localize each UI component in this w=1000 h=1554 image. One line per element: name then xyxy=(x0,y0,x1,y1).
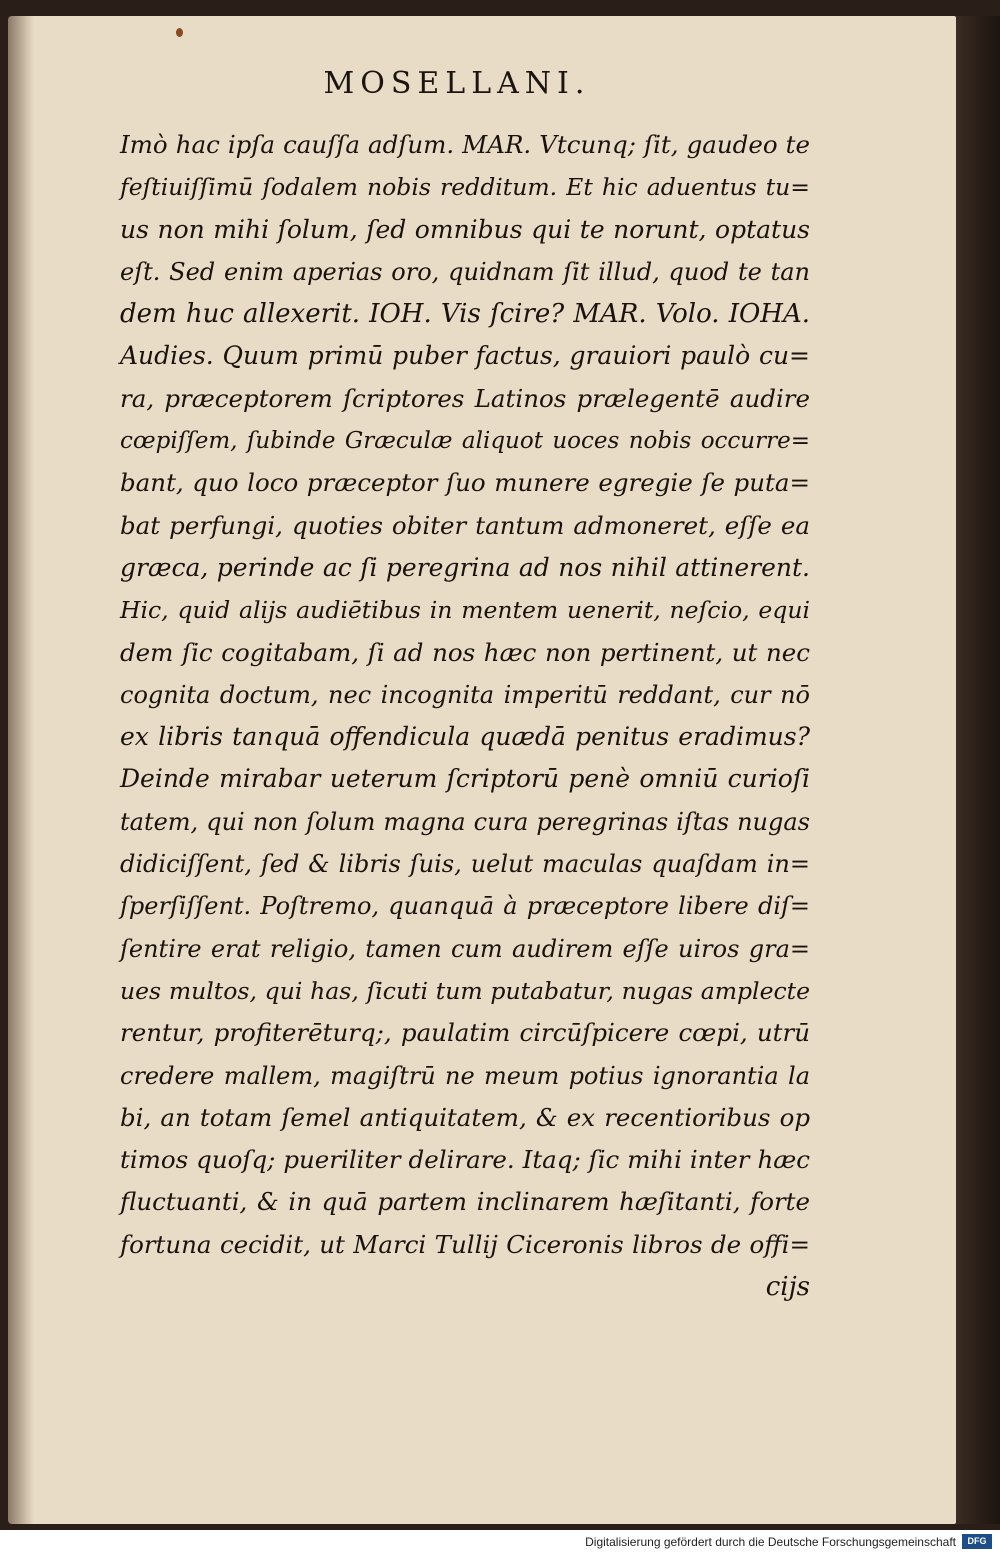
catchword: cijs xyxy=(765,1272,810,1303)
text-line: bat perfungi, quoties obiter tantum admoneret, eſſe ea xyxy=(120,510,810,540)
text-line: didiciſſent, ſed & libris ſuis, uelut maculas quaſdam in= xyxy=(120,850,810,879)
text-line: credere mallem, magiſtrū ne meum potius ignorantia la xyxy=(120,1061,810,1090)
funding-credit: Digitalisierung gefördert durch die Deutsche Forschungsgemeinschaft xyxy=(585,1535,956,1549)
text-line: dem ſic cogitabam, ſi ad nos hæc non pertinent, ut nec xyxy=(120,637,810,667)
text-line: cognita doctum, nec incognita imperitū reddant, cur nō xyxy=(120,680,810,709)
text-line: ſentire erat religio, tamen cum audirem eſſe uiros gra= xyxy=(120,934,810,963)
paper-stain xyxy=(176,28,183,37)
text-line: ra, præceptorem ſcriptores Latinos prælegentē audire xyxy=(120,383,810,413)
running-head: MOSELLANI. xyxy=(323,66,591,101)
text-line: tatem, qui non ſolum magna cura peregrinas iſtas nugas xyxy=(120,807,810,836)
text-line: Imò hac ipſa cauſſa adſum. MAR. Vtcunq; ſit, gaudeo te xyxy=(120,130,810,159)
text-line: fortuna cecidit, ut Marci Tullij Ciceronis libros de offi= xyxy=(120,1229,810,1259)
spine-shadow xyxy=(8,16,34,1524)
text-line: græca, perinde ac ſi peregrina ad nos nihil attinerent. xyxy=(120,552,810,582)
page-edge xyxy=(956,16,1000,1524)
text-line: Hic, quid alijs audiētibus in mentem uenerit, neſcio, equi xyxy=(120,596,810,625)
text-line: ues multos, qui has, ſicuti tum putabatur, nugas amplecte xyxy=(120,976,810,1005)
text-line: ex libris tanquā offendicula quædā penitus eradimus? xyxy=(120,722,810,752)
dfg-logo: DFG xyxy=(962,1534,992,1549)
text-line: rentur, profiterēturq;, paulatim circūſpicere cœpi, utrū xyxy=(120,1018,810,1048)
text-line: dem huc allexerit. IOH. Vis ſcire? MAR. Volo. IOHA. xyxy=(120,299,810,330)
text-block xyxy=(120,124,810,1308)
text-line: ſperſiſſent. Poſtremo, quanquā à præceptore libere diſ= xyxy=(120,892,810,921)
text-line: feſtiuiſſimū ſodalem nobis redditum. Et hic aduentus tu= xyxy=(120,173,810,202)
text-line: timos quoſq; pueriliter delirare. Itaq; ſic mihi inter hæc xyxy=(120,1145,810,1175)
text-line: fluctuanti, & in quā partem inclinarem hæſitanti, forte xyxy=(120,1187,810,1217)
text-line: us non mihi ſolum, ſed omnibus qui te norunt, optatus xyxy=(120,214,810,244)
text-line: Audies. Quum primū puber factus, grauiori paulò cu= xyxy=(120,341,810,371)
text-line: cœpiſſem, ſubinde Græculæ aliquot uoces nobis occurre= xyxy=(120,428,810,455)
text-line: Deinde mirabar ueterum ſcriptorū penè omniū curioſi xyxy=(120,764,810,794)
text-line: bant, quo loco præceptor ſuo munere egregie ſe puta= xyxy=(120,468,810,498)
text-line: eſt. Sed enim aperias oro, quidnam ſit illud, quod te tan xyxy=(120,257,810,286)
footer-bar xyxy=(0,1530,1000,1554)
text-line: bi, an totam ſemel antiquitatem, & ex recentioribus op xyxy=(120,1102,810,1132)
